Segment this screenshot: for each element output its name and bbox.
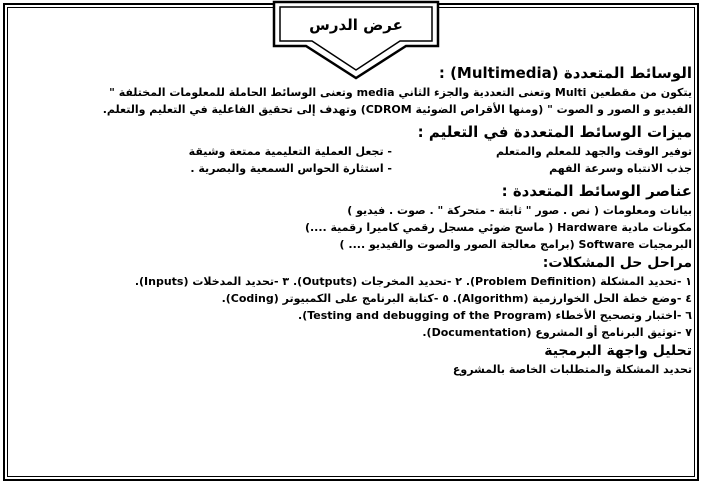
elements-line-2: مكونات مادية Hardware ( ماسح ضوئي مسجل رقمي كاميرا رقمية ....) <box>304 221 692 234</box>
analysis-heading: تحليل واجهة البرمجية <box>544 343 692 359</box>
multimedia-line-1: يتكون من مقطعين Multi وتعنى التعددية والجزء الثاني media وتعنى الوسائط الحاملة للمعلومات المختلفة " <box>109 86 692 99</box>
elements-line-1: بيانات ومعلومات ( نص . صور " ثابتة - متحركة " . صوت . فيديو ) <box>347 204 692 217</box>
advantages-row-1 <box>14 143 692 160</box>
multimedia-heading: الوسائط المتعددة (Multimedia) : <box>438 64 692 82</box>
multimedia-line-2: الفيديو و الصور و الصوت " (ومنها الأقراص الضوئية CDROM) وتهدف إلى تحقيق الفاعلية في التعليم والتعلم. <box>102 103 692 116</box>
elements-line-3: البرمجيات Software (برامج معالجة الصور والصوت والفيديو .... ) <box>339 238 692 251</box>
stages-line-2: ٤ -وضع خطة الحل الخوارزمية (Algorithm). ٥ -كتابة البرنامج على الكمبيوتر (Coding). <box>221 292 692 305</box>
advantage-item: جذب الانتباه وسرعة الفهم <box>549 162 692 175</box>
stages-line-4: ٧ -توثيق البرنامج أو المشروع (Documentation). <box>422 326 692 339</box>
stages-line-1: ١ -تحديد المشكلة (Problem Definition). ٢ -تحديد المخرجات (Outputs). ٣ -تحديد المدخلات (Inputs). <box>134 275 692 288</box>
banner-title: عرض الدرس <box>309 16 403 34</box>
elements-heading: عناصر الوسائط المتعددة : <box>501 182 692 200</box>
advantages-row-2 <box>14 160 692 177</box>
lesson-content <box>14 62 692 378</box>
analysis-line-1: تحديد المشكلة والمتطلبات الخاصة بالمشروع <box>452 363 692 376</box>
advantage-item: - تجعل العملية التعليمية ممتعة وشيقة <box>188 145 392 158</box>
advantage-item: توفير الوقت والجهد للمعلم والمتعلم <box>495 145 692 158</box>
stages-line-3: ٦ -اختبار وتصحيح الأخطاء (Testing and debugging of the Program). <box>298 309 692 322</box>
advantage-item: - استثارة الحواس السمعية والبصرية . <box>190 162 392 175</box>
advantages-heading: ميزات الوسائط المتعددة في التعليم : <box>417 123 692 141</box>
stages-heading: مراحل حل المشكلات: <box>542 255 692 271</box>
